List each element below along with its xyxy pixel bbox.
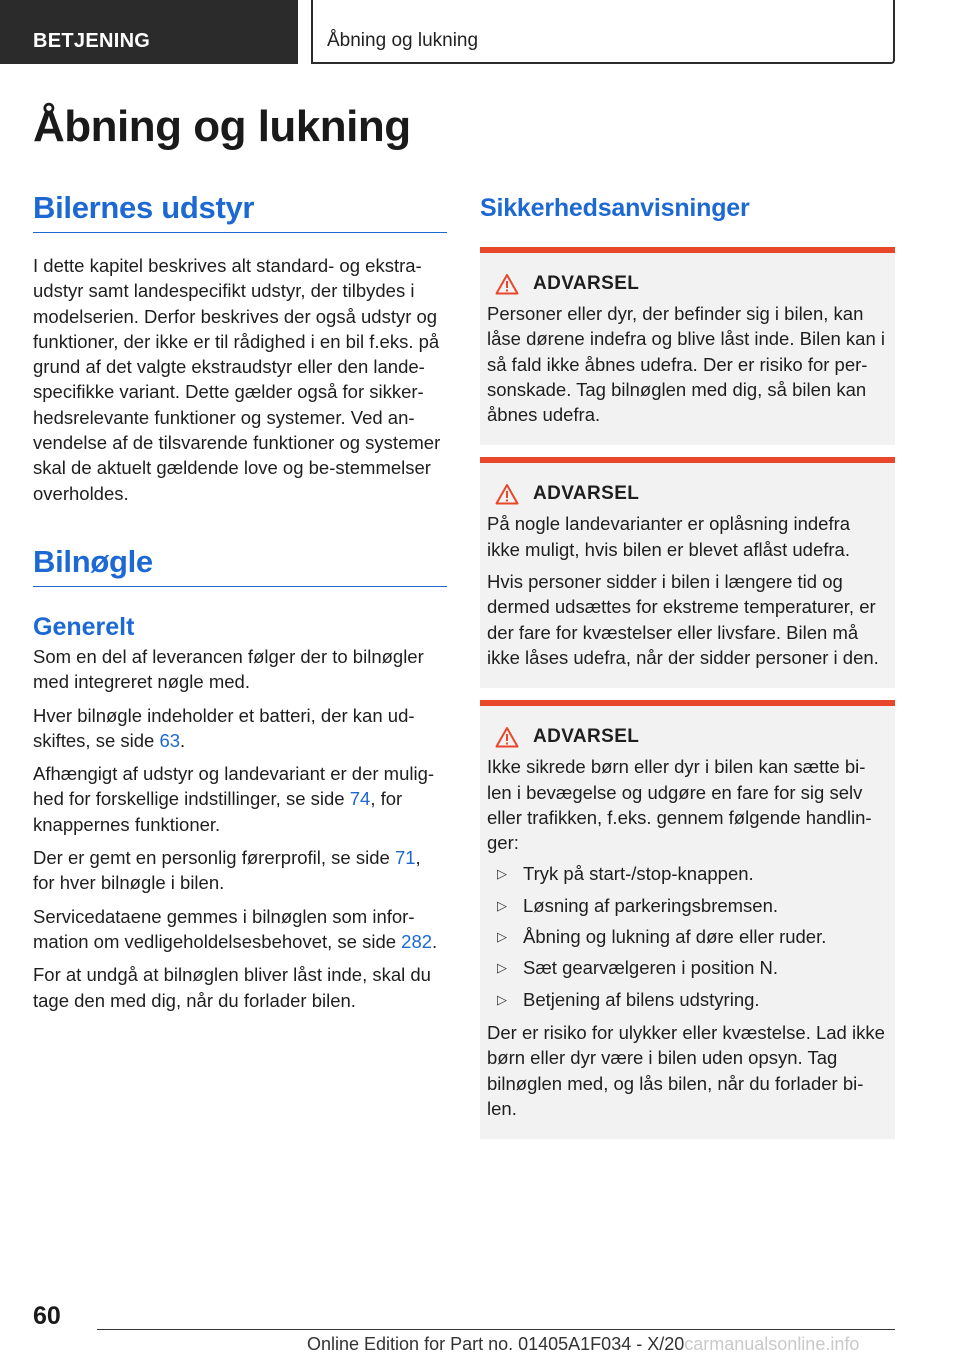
warning-1-text: Personer eller dyr, der befinder sig i bilen, kan låse dørene indefra og blive låst inde. Bilen kan i så fald ikke åbnes udefra. Der er risiko for per-sonskade. Tag bilnøglen med dig, så bilen kan åbnes udefra. <box>487 303 885 426</box>
footer-watermark: carmanualsonline.info <box>684 1334 860 1354</box>
page-link-63[interactable]: 63 <box>159 729 181 751</box>
general-paragraph-4: Der er gemt en personlig førerprofil, se side 71, for hver bilnøgle i bilen. <box>33 847 421 894</box>
warning-box-2 <box>480 457 895 688</box>
warning-triangle-icon <box>495 273 519 295</box>
equipment-paragraph: I dette kapitel beskrives alt standard- og ekstra-udstyr samt landespecifikt udstyr, der tilbydes i modelserien. Derfor beskrives der også udstyr og funktioner, der ikke er til rådighed i en bil f.eks. på grund af det valgte ekstraudstyr eller den lande-specifikke variant. Dette gælder også for sikker-hedsrelevante funktioner og systemer. Ved an-vendelse af de tilsvarende funktioner og systemer skal de aktuelt gældende love og be-stemmelser overholdes. <box>33 255 441 504</box>
page-title: Åbning og lukning <box>33 102 411 151</box>
footer-edition: Online Edition for Part no. 01405A1F034 - X/20carmanualsonline.info <box>307 1334 860 1354</box>
left-column <box>33 190 447 1013</box>
right-column <box>480 190 895 1139</box>
footer-divider <box>97 1329 895 1330</box>
warning-box-3 <box>480 700 895 1139</box>
warning-3-bullets <box>487 861 887 1011</box>
heading-safety: Sikkerhedsanvisninger <box>480 194 750 222</box>
warning-3-text-1: Ikke sikrede børn eller dyr i bilen kan sætte bi-len i bevægelse og udgøre en fare for sig selv eller trafikken, f.eks. gennem følgende handlin-ger: <box>487 756 872 854</box>
heading-general: Generelt <box>33 612 135 641</box>
general-paragraph-2: Hver bilnøgle indeholder et batteri, der kan ud-skiftes, se side 63. <box>33 704 415 751</box>
page-link-282[interactable]: 282 <box>401 930 433 952</box>
list-item: ▷ Tryk på start-/stop-knappen. <box>487 861 887 886</box>
general-paragraph-5: Servicedataene gemmes i bilnøglen som infor-mation om vedligeholdelsesbehovet, se side 282. <box>33 905 438 952</box>
warning-title: ADVARSEL <box>533 273 640 294</box>
bullet-triangle-icon: ▷ <box>497 960 507 976</box>
heading-key: Bilnøgle <box>33 544 447 587</box>
page-number: 60 <box>33 1302 61 1330</box>
warning-3-text-2: Der er risiko for ulykker eller kvæstelse. Lad ikke børn eller dyr være i bilen uden opsyn. Tag bilnøglen med, og lås bilen, når du forlader bi-len. <box>487 1021 885 1119</box>
warning-2-text-2: Hvis personer sidder i bilen i længere tid og dermed udsættes for ekstreme temperaturer, er der fare for kvæstelser eller livsfare. Bilen må ikke låses udefra, når der sidder personer i den. <box>487 571 879 668</box>
warning-triangle-icon <box>495 483 519 505</box>
warning-title: ADVARSEL <box>533 483 640 505</box>
page-link-74[interactable]: 74 <box>349 788 371 810</box>
header-section-tab: BETJENING <box>0 0 298 64</box>
bullet-triangle-icon: ▷ <box>497 866 507 882</box>
list-item: ▷ Åbning og lukning af døre eller ruder. <box>487 924 887 949</box>
warning-box-1 <box>480 247 895 445</box>
general-paragraph-6: For at undgå at bilnøglen bliver låst inde, skal du tage den med dig, når du forlader bilen. <box>33 964 431 1011</box>
header-chapter-tab: Åbning og lukning <box>311 0 895 64</box>
warning-title: ADVARSEL <box>533 726 640 748</box>
bullet-triangle-icon: ▷ <box>497 991 507 1007</box>
list-item: ▷ Betjening af bilens udstyring. <box>487 987 887 1012</box>
general-paragraph-3: Afhængigt af udstyr og landevariant er der mulig-hed for forskellige indstillinger, se side 74, for knappernes funktioner. <box>33 763 435 835</box>
list-item: ▷ Løsning af parkeringsbremsen. <box>487 893 887 918</box>
general-paragraph-1: Som en del af leverancen følger der to bilnøgler med integreret nøgle med. <box>33 645 424 693</box>
warning-2-text-1: På nogle landevarianter er oplåsning indefra ikke muligt, hvis bilen er blevet aflåst udefra. <box>487 513 851 560</box>
heading-equipment: Bilernes udstyr <box>33 190 447 233</box>
list-item: ▷ Sæt gearvælgeren i position N. <box>487 955 887 980</box>
warning-triangle-icon <box>495 726 519 748</box>
bullet-triangle-icon: ▷ <box>497 929 507 945</box>
page-link-71[interactable]: 71 <box>394 847 416 869</box>
bullet-triangle-icon: ▷ <box>497 897 507 913</box>
